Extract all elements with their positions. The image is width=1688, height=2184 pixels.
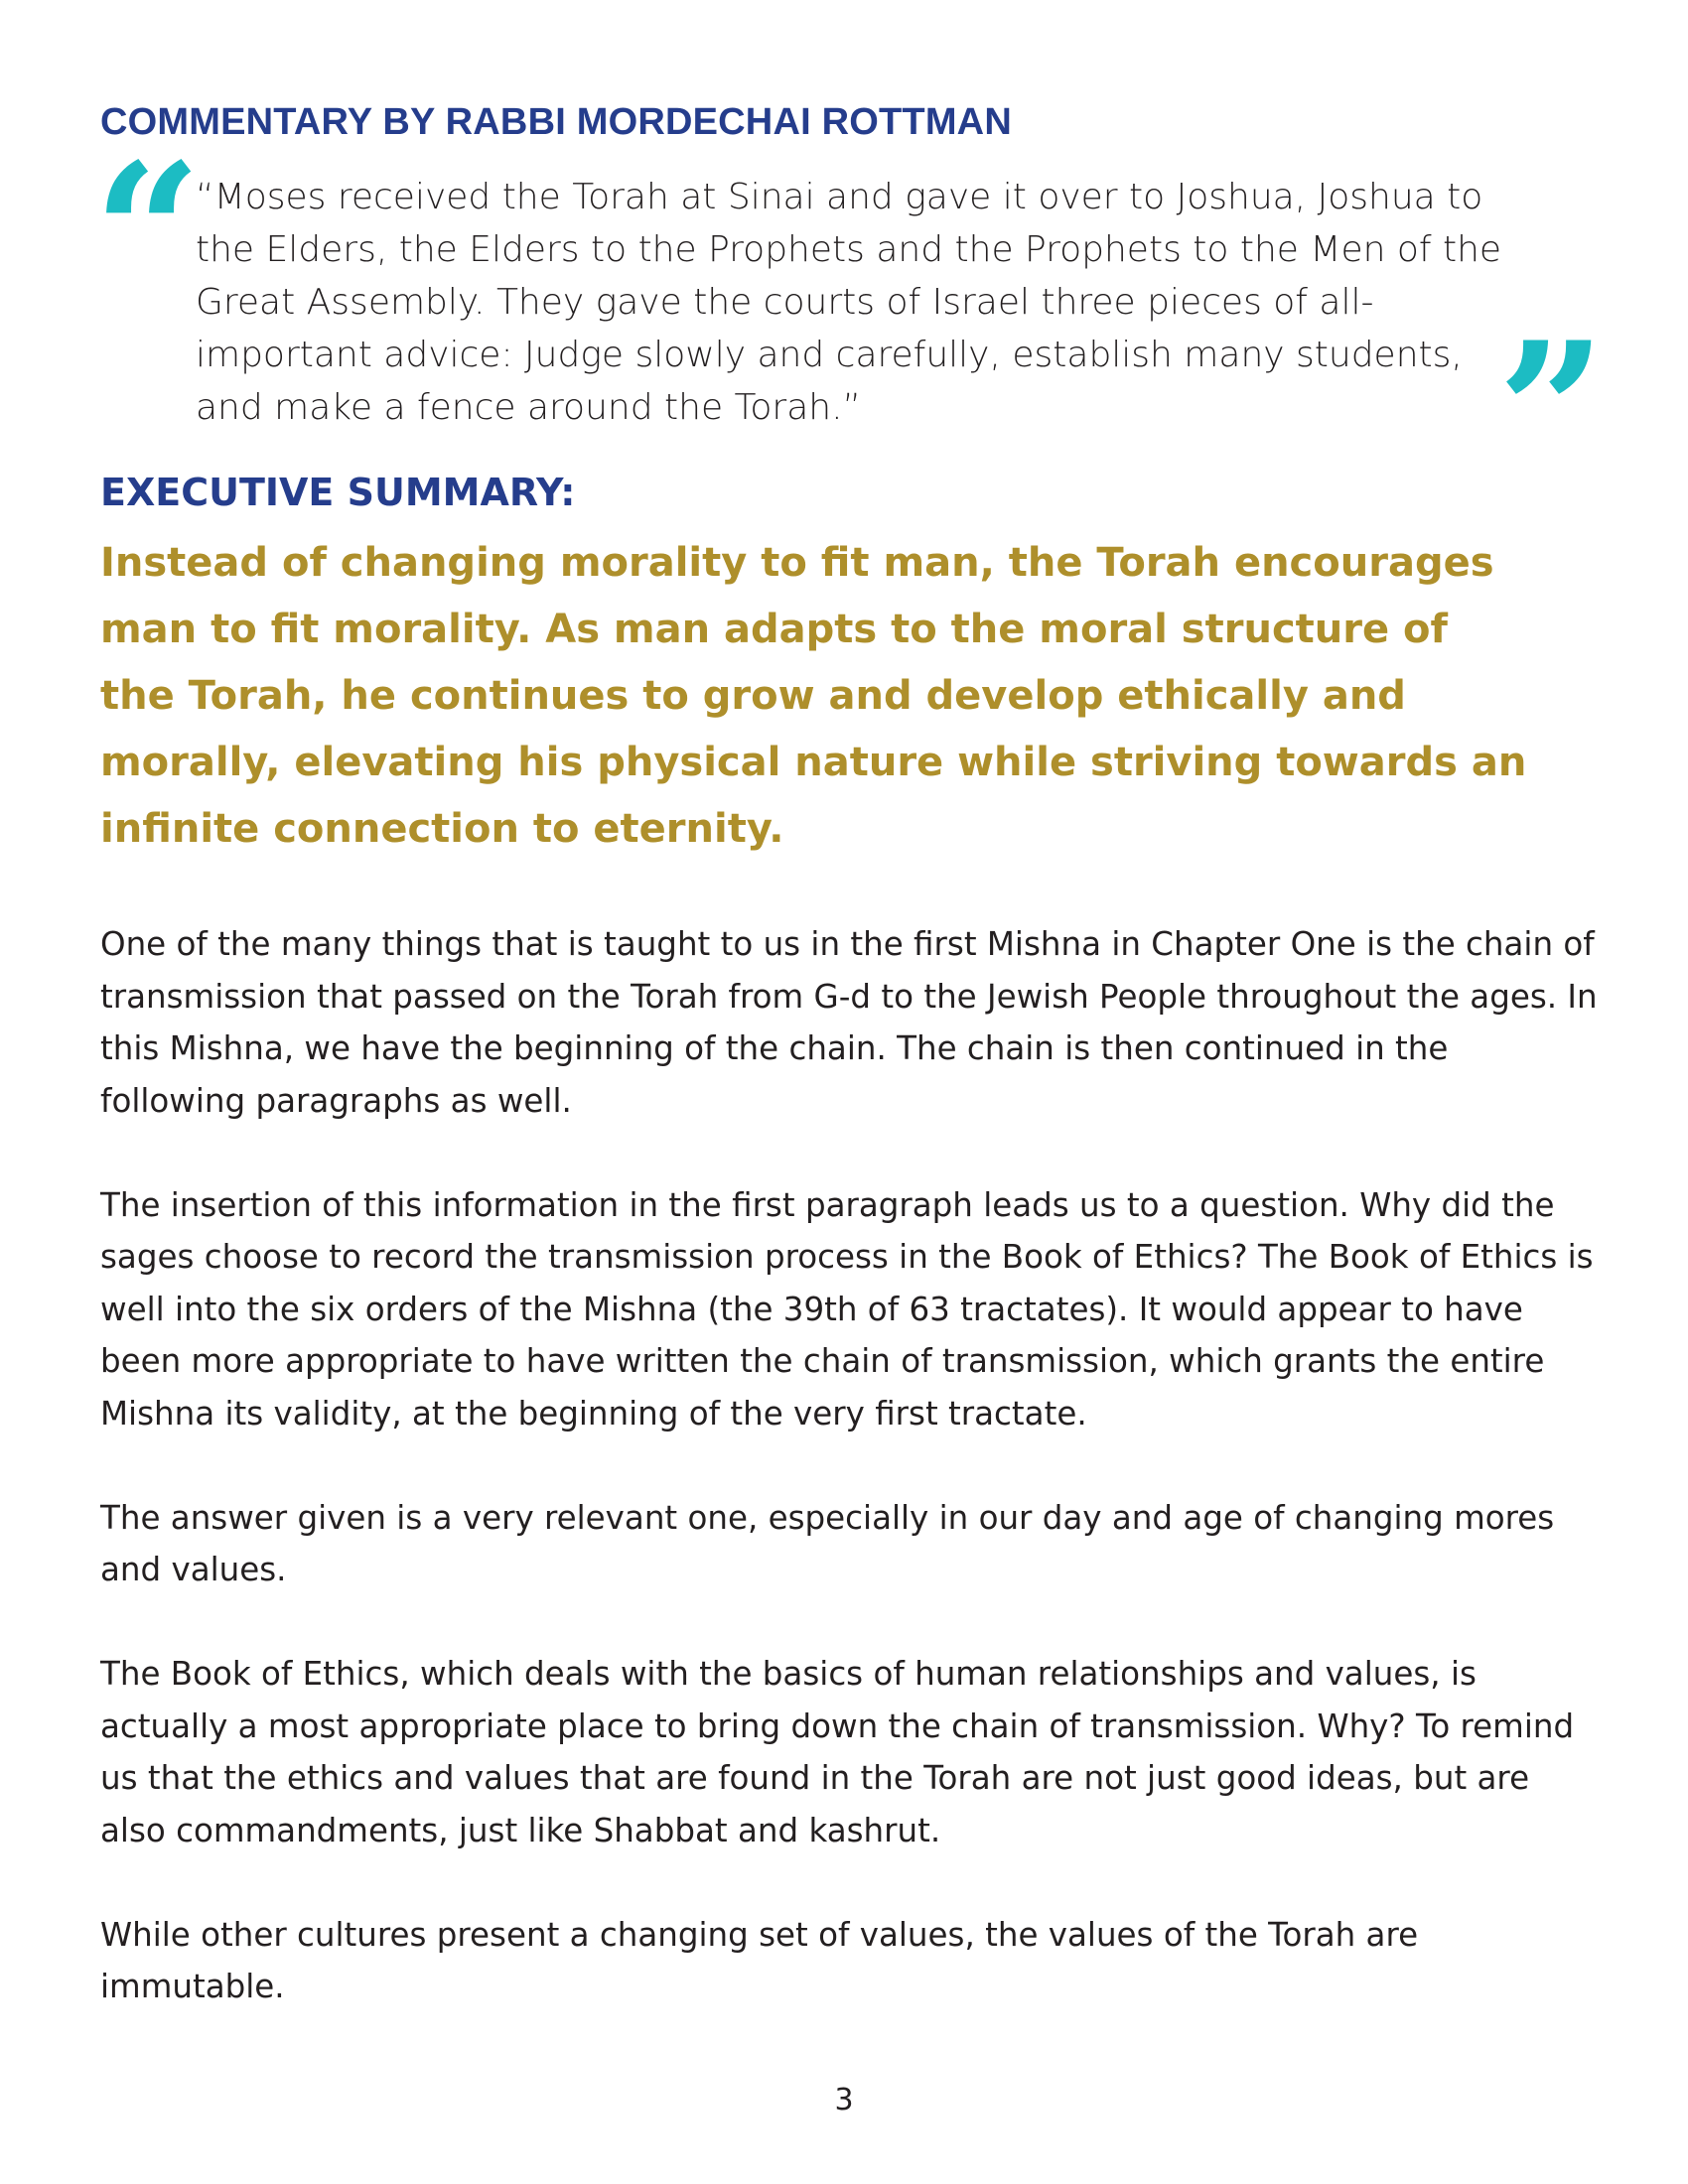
page-number: 3 xyxy=(834,2083,854,2117)
commentary-heading: COMMENTARY BY RABBI MORDECHAI ROTTMAN xyxy=(100,101,1012,143)
pull-quote: “Moses received the Torah at Sinai and gave it over to Joshua, Joshua to the Elders, the Elders to the Prophets and the Prophets to the Men of the Great Assembly. They gave the courts of Israel three pieces of all-important advice: Judge slowly and carefully, establish many students, and make a fence around the Torah.” xyxy=(196,177,1502,428)
body-paragraph: The answer given is a very relevant one, especially in our day and age of changing mores and values. xyxy=(100,1498,1555,1588)
executive-summary-heading: EXECUTIVE SUMMARY: xyxy=(100,471,576,514)
body-paragraph: One of the many things that is taught to us in the first Mishna in Chapter One is the chain of transmission that passed on the Torah from G-d to the Jewish People throughout the ages. In this Mishna, we have the beginning of the chain. The chain is then continued in the following paragraphs as well. xyxy=(100,925,1598,1120)
close-quote-icon: ” xyxy=(1497,301,1607,522)
body-paragraph: The Book of Ethics, which deals with the basics of human relationships and values, is actually a most appropriate place to bring down the chain of transmission. Why? To remind us that the ethics and values that are found in the Torah are not just good ideas, but are also commandments, just like Shabbat and kashrut. xyxy=(100,1655,1575,1849)
body-text xyxy=(100,918,1600,2065)
executive-summary-text: Instead of changing morality to fit man, the Torah encourages man to fit morality. As man adapts to the moral structure of the Torah, he continues to grow and develop ethically and morally, elevating his physical nature while striving towards an infinite connection to eternity. xyxy=(100,540,1527,852)
open-quote-icon: “ xyxy=(93,122,203,343)
body-paragraph: The insertion of this information in the first paragraph leads us to a question. Why did the sages choose to record the transmission process in the Book of Ethics? The Book of Ethics is well into the six orders of the Mishna (the 39th of 63 tractates). It would appear to have been more appropriate to have written the chain of transmission, which grants the entire Mishna its validity, at the beginning of the very first tractate. xyxy=(100,1185,1594,1433)
body-paragraph: While other cultures present a changing set of values, the values of the Torah are immutable. xyxy=(100,1915,1419,2005)
